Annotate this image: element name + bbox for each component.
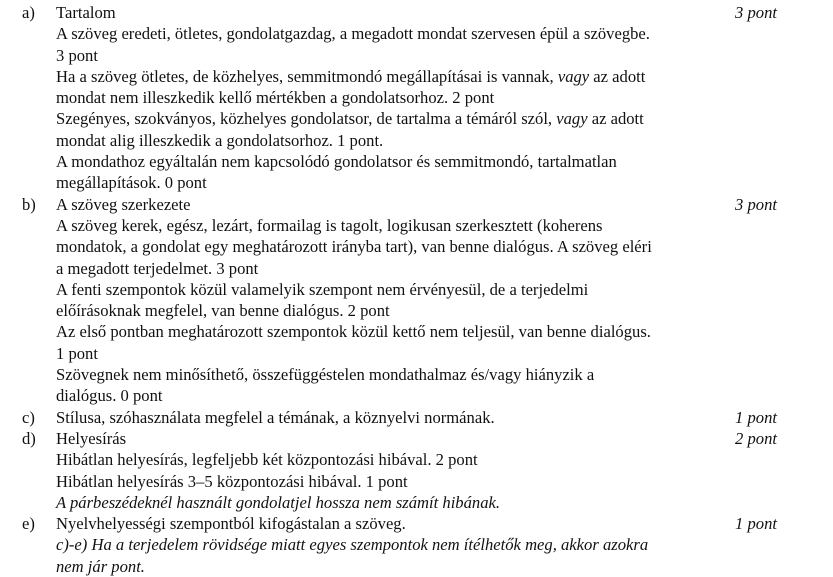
criterion-line: mondatok, a gondolat egy meghatározott irányba tart), van benne dialógus. A szöveg eléri — [56, 237, 652, 257]
criterion-line: Szövegnek nem minősíthető, összefüggéstelen mondathalmaz és/vagy hiányzik a — [56, 365, 595, 385]
criterion-line: előírásoknak megfelel, van benne dialógus. 2 pont — [56, 301, 390, 321]
section-label: c) — [22, 407, 35, 427]
note-line — [0, 492, 833, 513]
section-points: 3 pont — [735, 3, 777, 22]
section-e-header — [0, 513, 833, 534]
criterion-line: 3 pont — [56, 45, 98, 65]
section-a-header — [0, 2, 833, 23]
section-title: Helyesírás — [56, 428, 127, 448]
criterion-line: mondat alig illeszkedik a gondolatsorhoz. 1 pont. — [56, 130, 384, 150]
criterion-line: megállapítások. 0 pont — [56, 173, 207, 193]
scoring-guide — [0, 2, 833, 577]
emphasis: vagy — [556, 109, 588, 129]
section-points: 1 pont — [735, 407, 777, 427]
section-d-header — [0, 428, 833, 449]
criterion-line: mondat nem illeszkedik kellő mértékben a gondolatsorhoz. 2 pont — [56, 88, 495, 108]
section-points: 3 pont — [735, 194, 777, 214]
section-points: 2 pont — [735, 428, 777, 448]
criterion-line: Hibátlan helyesírás, legfeljebb két központozási hibával. 2 pont — [56, 450, 478, 470]
section-label: b) — [22, 194, 36, 214]
note: nem jár pont. — [56, 556, 145, 576]
section-b-header — [0, 194, 833, 215]
criterion-line: Hibátlan helyesírás 3–5 központozási hibával. 1 pont — [56, 471, 408, 491]
criterion-line: Az első pontban meghatározott szempontok közül kettő nem teljesül, van benne dialógus. — [56, 322, 651, 342]
note-line — [0, 556, 833, 577]
emphasis: vagy — [557, 66, 590, 86]
criterion-line: A mondathoz egyáltalán nem kapcsolódó gondolatsor és semmitmondó, tartalmatlan — [56, 152, 617, 172]
section-label: e) — [22, 514, 35, 534]
criterion-line: A szöveg eredeti, ötletes, gondolatgazdag, a megadott mondat szervesen épül a szövegbe. — [56, 24, 650, 44]
criterion-line: a megadott terjedelmet. 3 pont — [56, 258, 259, 278]
section-points: 1 pont — [735, 514, 777, 534]
section-title: Tartalom — [56, 3, 116, 22]
note: c)-e) Ha a terjedelem rövidsége miatt egyes szempontok nem ítélhetők meg, akkor azokra — [56, 535, 649, 555]
section-c-header — [0, 407, 833, 428]
criterion-line: Szegényes, szokványos, közhelyes gondolatsor, de tartalma a témáról szól, vagy az adott — [56, 109, 644, 129]
criterion-line: Ha a szöveg ötletes, de közhelyes, semmitmondó megállapításai is vannak, vagy az adott — [56, 66, 646, 86]
criterion-line: A szöveg kerek, egész, lezárt, formailag is tagolt, logikusan szerkesztett (koherens — [56, 215, 603, 235]
section-title: Nyelvhelyességi szempontból kifogástalan a szöveg. — [56, 514, 406, 534]
criterion-line: A fenti szempontok közül valamelyik szempont nem érvényesül, de a terjedelmi — [56, 279, 589, 299]
section-title: Stílusa, szóhasználata megfelel a témának, a köznyelvi normának. — [56, 407, 495, 427]
section-title: A szöveg szerkezete — [56, 194, 191, 214]
criterion-line: dialógus. 0 pont — [56, 386, 163, 406]
criterion-line: 1 pont — [56, 343, 98, 363]
note: A párbeszédeknél használt gondolatjel hossza nem számít hibának. — [56, 492, 501, 512]
section-label: a) — [22, 3, 35, 22]
section-label: d) — [22, 428, 36, 448]
note-line — [0, 534, 833, 555]
